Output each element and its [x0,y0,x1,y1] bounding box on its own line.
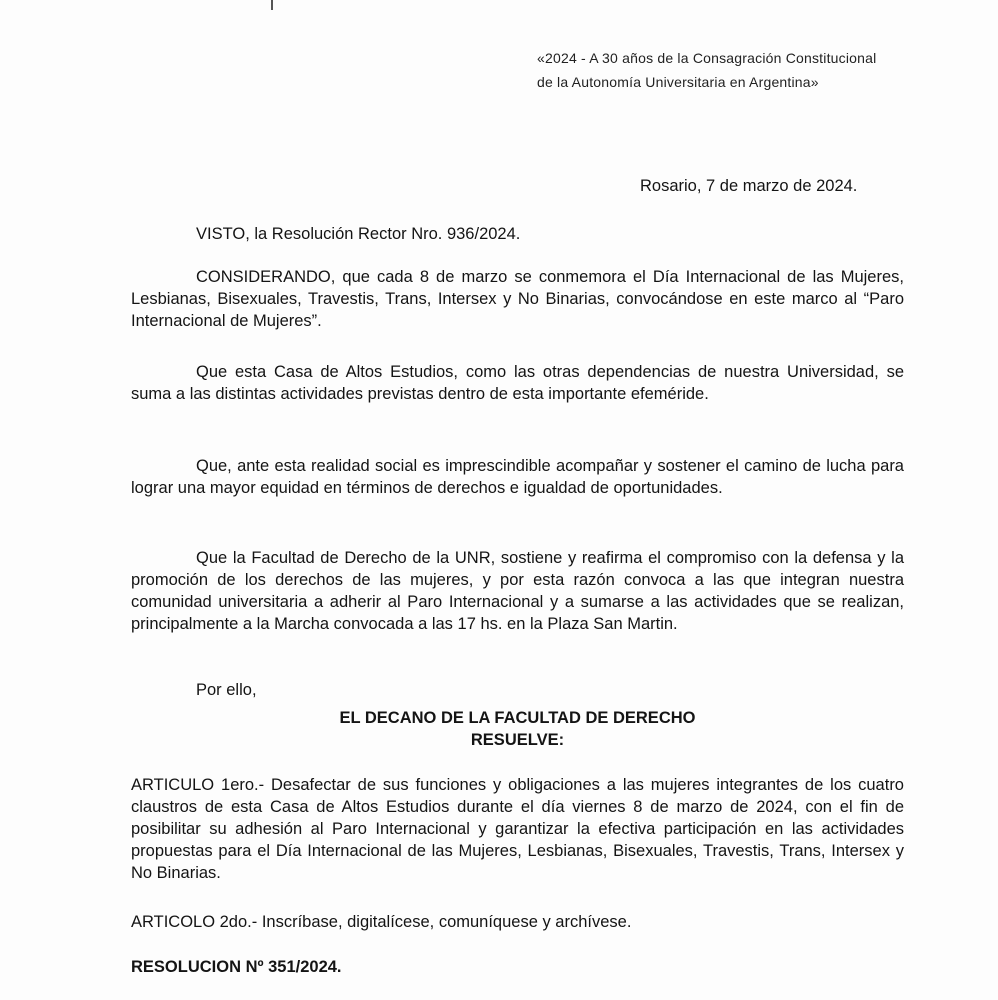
visto-paragraph: VISTO, la Resolución Rector Nro. 936/2024. [196,225,521,243]
document-date: Rosario, 7 de marzo de 2024. [640,177,858,195]
articulo-2: ARTICOLO 2do.- Inscríbase, digitalícese, comuníquese y archívese. [131,913,632,931]
resuelve-heading: RESUELVE: [470,731,565,749]
header-motto-line-1: «2024 - A 30 años de la Consagración Constitucional [537,50,877,66]
decano-heading [131,707,904,751]
header-motto [537,46,967,94]
resolucion-number: RESOLUCION Nº 351/2024. [131,958,342,976]
decano-heading-line-1: EL DECANO DE LA FACULTAD DE DERECHO [339,709,696,727]
por-ello: Por ello, [196,681,257,699]
paragraph-realidad-social: Que, ante esta realidad social es imprescindible acompañar y sostener el camino de lucha para lograr una mayor equidad en términos de derechos e igualdad de oportunidades. [131,457,904,497]
scan-mark [271,0,273,10]
header-motto-line-2: de la Autonomía Universitaria en Argentina» [537,74,819,90]
articulo-1: ARTICULO 1ero.- Desafectar de sus funciones y obligaciones a las mujeres integrantes de los cuatro claustros de esta Casa de Altos Estudios durante el día viernes 8 de marzo de 2024, con el fin de posibilitar su adhesión al Paro Internacional y garantizar la efectiva participación en las actividades propuestas para el Día Internacional de las Mujeres, Lesbianas, Bisexuales, Travestis, Trans, Intersex y No Binarias. [131,776,904,882]
paragraph-facultad-derecho: Que la Facultad de Derecho de la UNR, sostiene y reafirma el compromiso con la defensa y la promoción de los derechos de las mujeres, y por esta razón convoca a las que integran nuestra comunidad universitaria a adherir al Paro Internacional y a sumarse a las actividades que se realizan, principalmente a la Marcha convocada a las 17 hs. en la Plaza San Martin. [131,549,904,633]
paragraph-casa-altos-estudios: Que esta Casa de Altos Estudios, como las otras dependencias de nuestra Universidad, se suma a las distintas actividades previstas dentro de esta importante efeméride. [131,363,904,403]
considerando-paragraph: CONSIDERANDO, que cada 8 de marzo se conmemora el Día Internacional de las Mujeres, Lesbianas, Bisexuales, Travestis, Trans, Intersex y No Binarias, convocándose en este marco al “Paro Internacional de Mujeres”. [131,268,904,330]
